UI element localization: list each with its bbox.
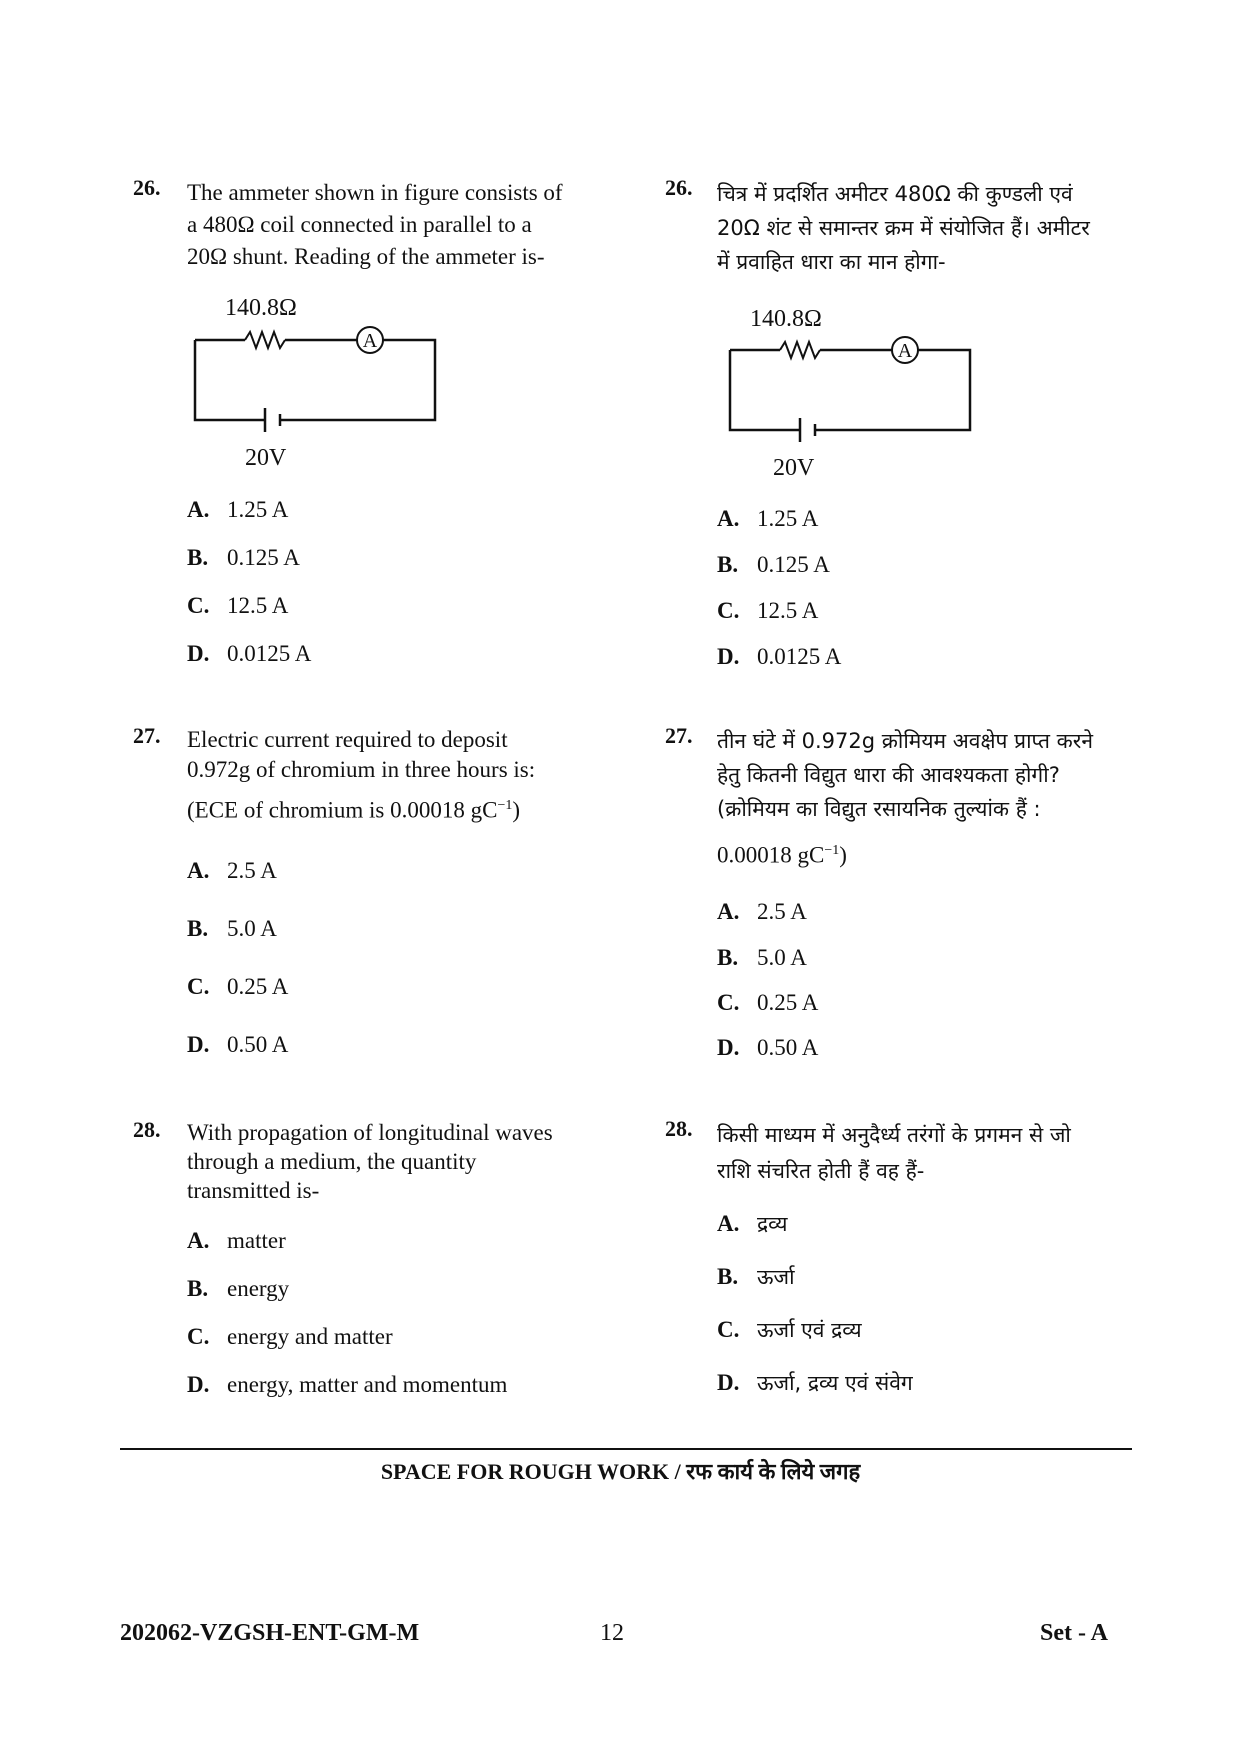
question-number: 28. [665, 1116, 693, 1141]
question-number: 26. [133, 175, 161, 200]
option-a: A. द्रव्य [717, 1211, 788, 1236]
question-text [187, 725, 617, 826]
option-a: A. 1.25 A [187, 497, 289, 522]
question-text [187, 1118, 617, 1205]
battery-label: 20V [245, 445, 287, 471]
question-number: 28. [133, 1117, 161, 1142]
option-b: B. 0.125 A [717, 552, 830, 577]
option-d: D. 0.0125 A [717, 644, 842, 669]
resistance-label: 140.8Ω [225, 295, 297, 321]
question-line: With propagation of longitudinal waves [187, 1120, 553, 1145]
question-line: में प्रवाहित धारा का मान होगा- [717, 250, 946, 274]
option-d: D. 0.0125 A [187, 641, 312, 666]
question-line: 20Ω शंट से समान्तर क्रम में संयोजित हैं। अमीटर [717, 216, 1090, 240]
rough-work-heading: SPACE FOR ROUGH WORK / रफ कार्य के लिये जगह [380, 1459, 861, 1484]
paper-code: 202062-VZGSH-ENT-GM-M [120, 1620, 420, 1646]
question-line: a 480Ω coil connected in parallel to a [187, 212, 532, 237]
circuit-diagram [715, 300, 995, 490]
question-line: तीन घंटे में 0.972g क्रोमियम अवक्षेप प्राप्त करने [717, 729, 1093, 753]
option-a: A. matter [187, 1228, 286, 1253]
option-b: B. 5.0 A [717, 945, 807, 970]
question-text [717, 177, 1217, 279]
question-number: 27. [665, 723, 693, 748]
option-d: D. 0.50 A [187, 1032, 289, 1057]
question-line: राशि संचरित होती हैं वह हैं- [717, 1159, 925, 1183]
question-line: The ammeter shown in figure consists of [187, 180, 563, 205]
option-d: D. 0.50 A [717, 1035, 819, 1060]
question-text [717, 1117, 1217, 1189]
option-b: B. 0.125 A [187, 545, 300, 570]
resistance-label: 140.8Ω [750, 306, 822, 332]
divider [120, 1448, 1132, 1450]
option-c: C. 12.5 A [717, 598, 819, 623]
resistor-icon [780, 342, 820, 358]
option-c: C. 12.5 A [187, 593, 289, 618]
set-label: Set - A [1040, 1620, 1108, 1646]
option-b: B. 5.0 A [187, 916, 277, 941]
ammeter-label: A [362, 330, 378, 352]
circuit-diagram [180, 290, 460, 480]
question-number: 26. [665, 175, 693, 200]
option-d: D. ऊर्जा, द्रव्य एवं संवेग [717, 1370, 913, 1395]
question-line: किसी माध्यम में अनुदैर्ध्य तरंगों के प्रगमन से जो [717, 1123, 1071, 1147]
option-d: D. energy, matter and momentum [187, 1372, 508, 1397]
question-text [717, 724, 1217, 873]
option-c: C. 0.25 A [187, 974, 289, 999]
option-c: C. energy and matter [187, 1324, 393, 1349]
question-number: 27. [133, 723, 161, 748]
option-b: B. ऊर्जा [717, 1264, 795, 1289]
question-line: (ECE of chromium is 0.00018 $gC^{-1}$) [187, 797, 521, 823]
ammeter-label: A [897, 340, 913, 362]
option-a: A. 1.25 A [717, 506, 819, 531]
resistor-icon [245, 332, 285, 348]
option-c: C. 0.25 A [717, 990, 819, 1015]
question-line: 20Ω shunt. Reading of the ammeter is- [187, 244, 545, 269]
question-line: चित्र में प्रदर्शित अमीटर 480Ω की कुण्डली एवं [717, 182, 1073, 206]
option-c: C. ऊर्जा एवं द्रव्य [717, 1317, 862, 1342]
page-number: 12 [600, 1620, 624, 1646]
question-line: transmitted is- [187, 1178, 320, 1203]
question-line: (क्रोमियम का विद्युत रसायनिक तुल्यांक हैं : [717, 797, 1041, 821]
question-line: Electric current required to deposit [187, 727, 508, 752]
question-line: 0.972g of chromium in three hours is: [187, 757, 536, 782]
question-line: through a medium, the quantity [187, 1149, 477, 1174]
question-text [187, 177, 617, 273]
option-b: B. energy [187, 1276, 290, 1301]
option-a: A. 2.5 A [717, 899, 807, 924]
battery-label: 20V [773, 455, 815, 481]
question-line: हेतु कितनी विद्युत धारा की आवश्यकता होगी? [717, 763, 1060, 787]
option-a: A. 2.5 A [187, 858, 277, 883]
question-line: 0.00018 $gC^{-1}$) [717, 842, 847, 868]
